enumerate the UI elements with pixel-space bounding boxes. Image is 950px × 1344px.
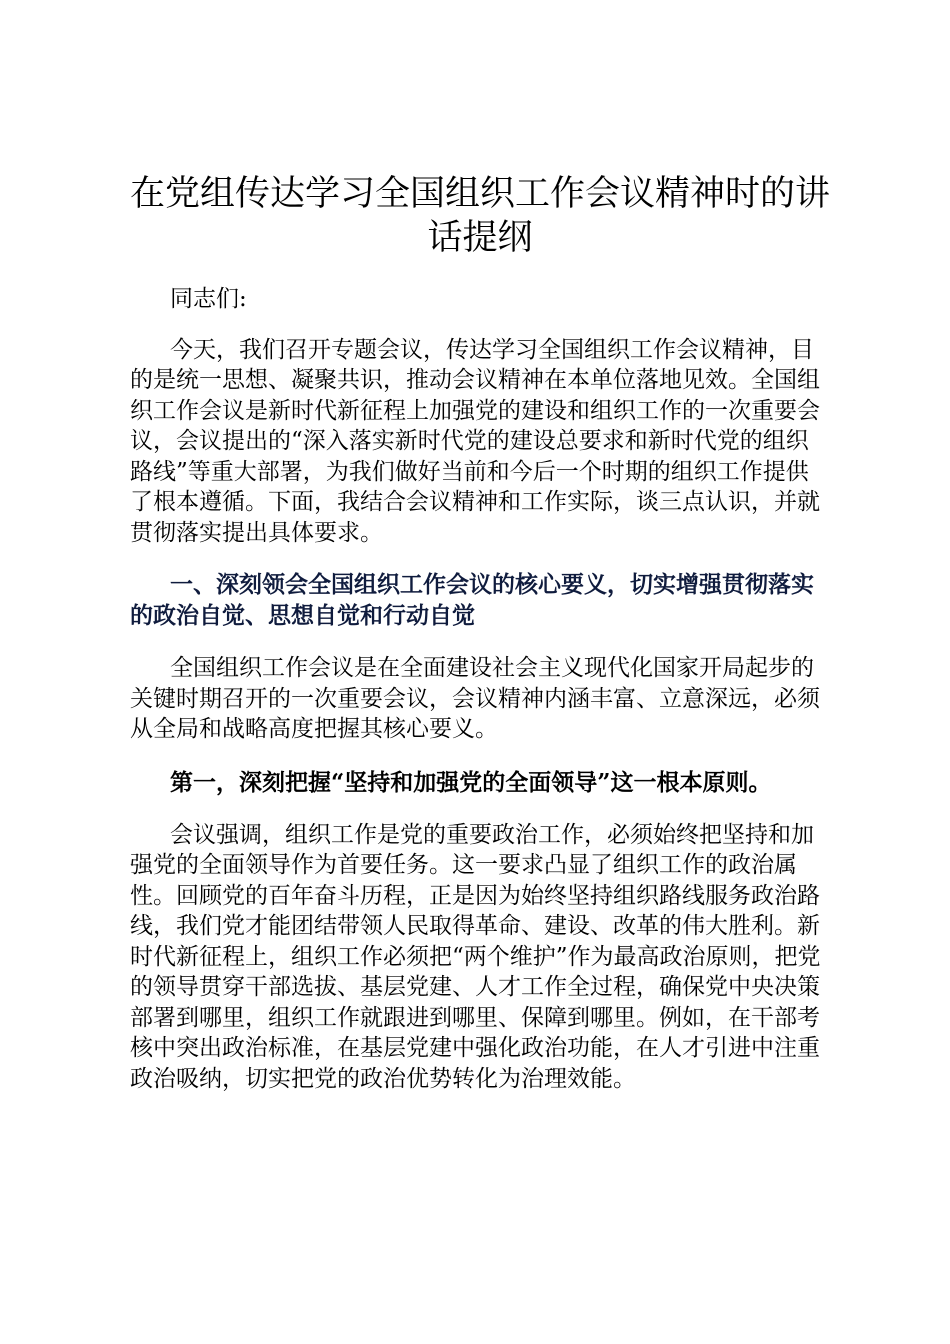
point-1-paragraph: 会议强调，组织工作是党的重要政治工作，必须始终把坚持和加强党的全面领导作为首要任务。这一要求凸显了组织工作的政治属性。回顾党的百年奋斗历程，正是因为始终坚持组织路线服务政治路线，我们党才能团结带领人民取得革命、建设、改革的伟大胜利。新时代新征程上，组织工作必须把“两个维护”作为最高政治原则，把党的领导贯穿干部选拔、基层党建、人才工作全过程，确保党中央决策部署到哪里，组织工作就跟进到哪里、保障到哪里。例如，在干部考核中突出政治标准，在基层党建中强化政治功能，在人才引进中注重政治吸纳，切实把党的政治优势转化为治理效能。 (130, 821, 821, 1092)
document-title: 在党组传达学习全国组织工作会议精神时的讲话提纲 (130, 174, 831, 258)
document-body (130, 172, 830, 1094)
section-1-heading: 一、深刻领会全国组织工作会议的核心要义，切实增强贯彻落实的政治自觉、思想自觉和行动自觉 (130, 571, 814, 629)
greeting: 同志们: (170, 286, 247, 312)
point-1-heading: 第一，深刻把握“坚持和加强党的全面领导”这一根本原则。 (170, 768, 772, 796)
intro-paragraph: 今天，我们召开专题会议，传达学习全国组织工作会议精神，目的是统一思想、凝聚共识，推动会议精神在本单位落地见效。全国组织工作会议是新时代新征程上加强党的建设和组织工作的一次重要会议，会议提出的“深入落实新时代党的建设总要求和新时代党的组织路线”等重大部署，为我们做好当前和今后一个时期的组织工作提供了根本遵循。下面，我结合会议精神和工作实际，谈三点认识，并就贯彻落实提出具体要求。 (130, 336, 820, 546)
section-1-paragraph: 全国组织工作会议是在全面建设社会主义现代化国家开局起步的关键时期召开的一次重要会议，会议精神内涵丰富、立意深远，必须从全局和战略高度把握其核心要义。 (130, 655, 820, 742)
